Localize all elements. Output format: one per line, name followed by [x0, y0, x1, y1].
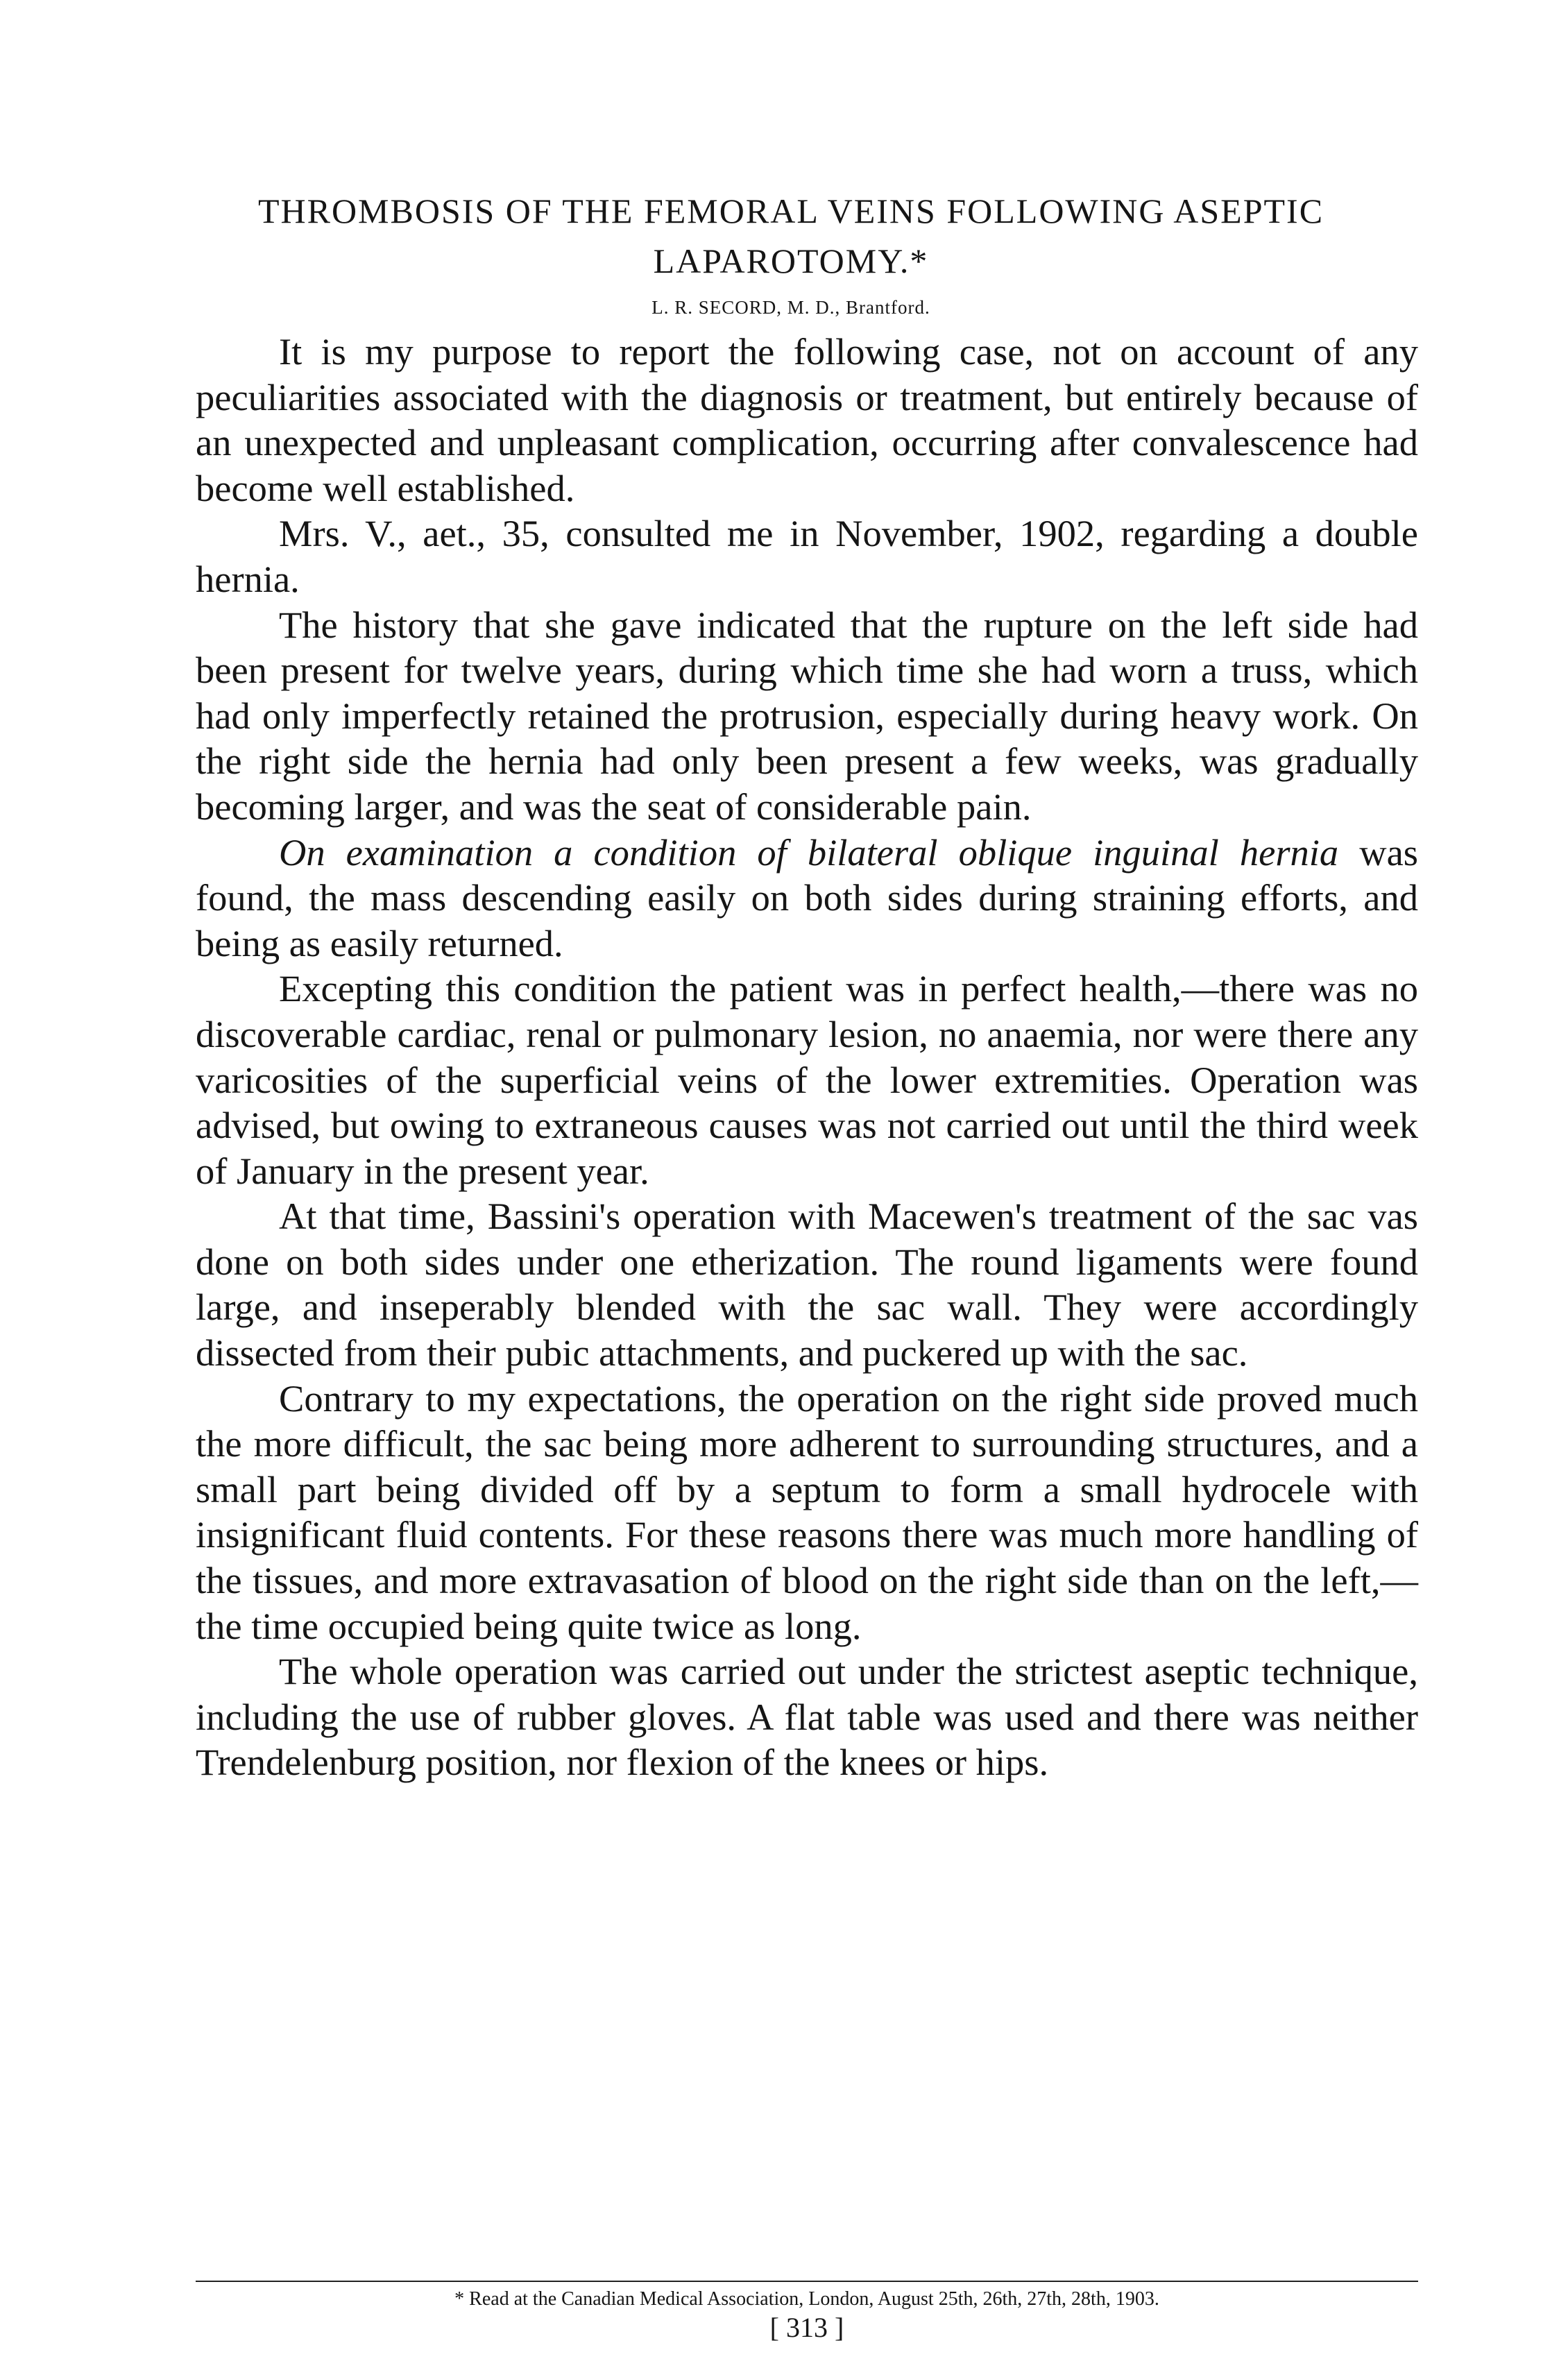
- article-title-line-2: LAPAROTOMY.*: [653, 241, 929, 280]
- paragraph-operation: At that time, Bassini's operation with Macewen's treatment of the sac vas done on both sides under one etherization. The round ligaments were found large, and inseperably blended with the sac wall. They were accordingly dissected from their pubic attachments, and puckered up with the sac.: [196, 1195, 1418, 1374]
- paragraph-health: Excepting this condition the patient was in perfect health,—there was no discoverable cardiac, renal or pulmonary lesion, no anaemia, nor were there any varicosities of the superficial veins of the lower extremities. Operation was advised, but owing to extraneous causes was not carried out until the third week of January in the present year.: [196, 967, 1418, 1192]
- paragraph-technique: The whole operation was carried out under the strictest aseptic technique, including the use of rubber gloves. A flat table was used and there was neither Trendelenburg position, nor flexion of the knees or hips.: [196, 1650, 1418, 1784]
- footnote: * Read at the Canadian Medical Association, London, August 25th, 26th, 27th, 28th, 1903.: [454, 2288, 1159, 2310]
- paragraph-contrary: Contrary to my expectations, the operation on the right side proved much the more difficult, the sac being more adherent to surrounding structures, and a small part being divided off by a septum to form a small hydrocele with insignificant fluid contents. For these reasons there was much more handling of the tissues, and more extravasation of blood on the right side than on the left,—the time occupied being quite twice as long.: [196, 1377, 1418, 1647]
- paragraph-history: The history that she gave indicated that the rupture on the left side had been present for twelve years, during which time she had worn a truss, which had only imperfectly retained the protrusion, especially during heavy work. On the right side the hernia had only been present a few weeks, was gradually becoming larger, and was the seat of considerable pain.: [196, 603, 1418, 828]
- examination-italic-text: On examination a condition of bilateral oblique inguinal hernia: [279, 831, 1339, 874]
- footnote-divider: [196, 2281, 1418, 2282]
- article-body: [196, 329, 1418, 1785]
- article-title: [153, 186, 1429, 286]
- paragraph-patient: Mrs. V., aet., 35, consulted me in November, 1902, regarding a double hernia.: [196, 512, 1418, 600]
- examination-text: was found, the mass descending easily on both sides during straining efforts, and being as easily returned.: [196, 831, 1418, 964]
- paragraph-purpose: It is my purpose to report the following case, not on account of any peculiarities associated with the diagnosis or treatment, but entirely because of an unexpected and unpleasant complication, occurring after convalescence had become well established.: [196, 330, 1418, 509]
- paragraph-examination: [196, 830, 1418, 966]
- author-byline: L. R. SECORD, M. D., Brantford.: [651, 297, 930, 318]
- page-number: [ 313 ]: [769, 2312, 844, 2343]
- article-title-line-1: THROMBOSIS OF THE FEMORAL VEINS FOLLOWING ASEPTIC: [257, 191, 1324, 230]
